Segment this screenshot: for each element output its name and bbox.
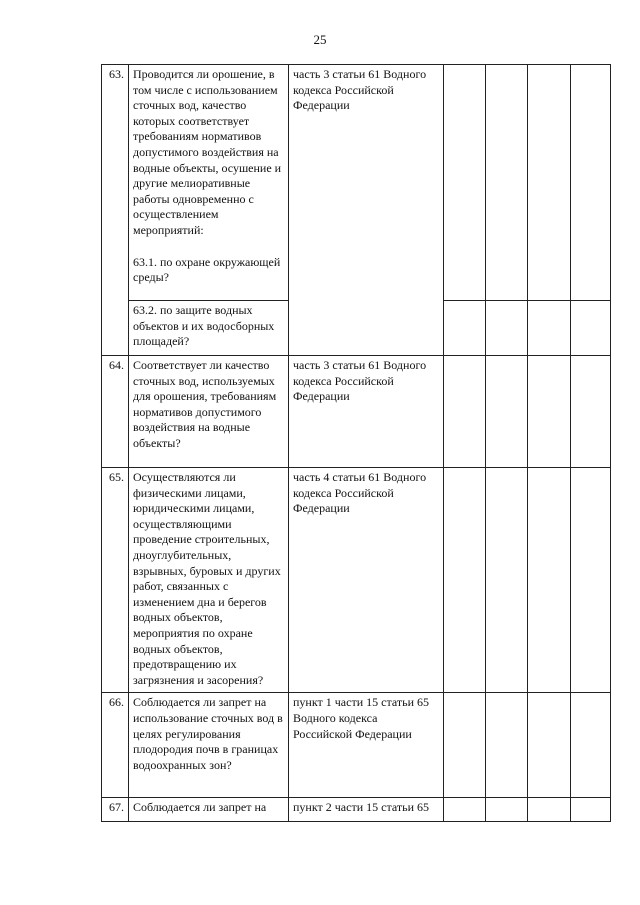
answer-cell bbox=[571, 356, 611, 468]
row-number: 64. bbox=[102, 356, 129, 468]
answer-cell bbox=[571, 65, 611, 301]
page-number: 25 bbox=[313, 32, 327, 47]
answer-cell bbox=[486, 301, 528, 356]
legal-basis-cell: часть 3 статьи 61 Водного кодекса Российской Федерации bbox=[289, 65, 444, 356]
legal-basis-cell: пункт 1 части 15 статьи 65 Водного кодекса Российской Федерации bbox=[289, 693, 444, 798]
row-number: 65. bbox=[102, 468, 129, 693]
answer-cell bbox=[528, 356, 571, 468]
answer-cell bbox=[486, 468, 528, 693]
sub-question-63-1: 63.1. по охране окружающей среды? bbox=[133, 254, 281, 285]
answer-cell bbox=[528, 468, 571, 693]
answer-cell bbox=[571, 301, 611, 356]
answer-cell bbox=[486, 693, 528, 798]
answer-cell bbox=[444, 356, 486, 468]
answer-cell bbox=[528, 693, 571, 798]
answer-cell bbox=[444, 798, 486, 822]
table-row-64 bbox=[102, 356, 611, 468]
row-number: 63. bbox=[102, 65, 129, 356]
answer-cell bbox=[571, 693, 611, 798]
requirements-table bbox=[101, 64, 611, 822]
answer-cell bbox=[571, 468, 611, 693]
answer-cell bbox=[486, 798, 528, 822]
legal-basis-cell: пункт 2 части 15 статьи 65 bbox=[289, 798, 444, 822]
question-text: Соответствует ли качество сточных вод, используемых для орошения, требованиям нормативов допустимого воздействия на водные объекты? bbox=[129, 356, 289, 468]
table-row-65 bbox=[102, 468, 611, 693]
table-row-67 bbox=[102, 798, 611, 822]
row-number: 66. bbox=[102, 693, 129, 798]
table-row-66 bbox=[102, 693, 611, 798]
answer-cell bbox=[571, 798, 611, 822]
sub-question-63-2: 63.2. по защите водных объектов и их водосборных площадей? bbox=[129, 301, 289, 356]
answer-cell bbox=[486, 65, 528, 301]
legal-basis-cell: часть 4 статьи 61 Водного кодекса Российской Федерации bbox=[289, 468, 444, 693]
answer-cell bbox=[444, 693, 486, 798]
row-number: 67. bbox=[102, 798, 129, 822]
answer-cell bbox=[444, 301, 486, 356]
legal-basis-cell: часть 3 статьи 61 Водного кодекса Российской Федерации bbox=[289, 356, 444, 468]
answer-cell bbox=[528, 301, 571, 356]
question-text: Соблюдается ли запрет на использование сточных вод в целях регулирования плодородия почв в границах водоохранных зон? bbox=[129, 693, 289, 798]
answer-cell bbox=[444, 65, 486, 301]
question-text: Осуществляются ли физическими лицами, юридическими лицами, осуществляющими проведение строительных, дноуглубительных, взрывных, буровых и других работ, связанных с изменением дна и берегов водных объектов, мероприятия по охране водных объектов, предотвращению их загрязнения и засорения? bbox=[129, 468, 289, 693]
question-text: Соблюдается ли запрет на bbox=[129, 798, 289, 822]
answer-cell bbox=[528, 65, 571, 301]
question-cell bbox=[129, 65, 289, 301]
question-text: Проводится ли орошение, в том числе с использованием сточных вод, качество которых соответствует требованиям нормативов допустимого воздействия на водные объекты, осушение и другие мелиоративные работы одновременно с осуществлением мероприятий: bbox=[133, 67, 282, 237]
answer-cell bbox=[444, 468, 486, 693]
answer-cell bbox=[528, 798, 571, 822]
answer-cell bbox=[486, 356, 528, 468]
table-row-63a bbox=[102, 65, 611, 301]
